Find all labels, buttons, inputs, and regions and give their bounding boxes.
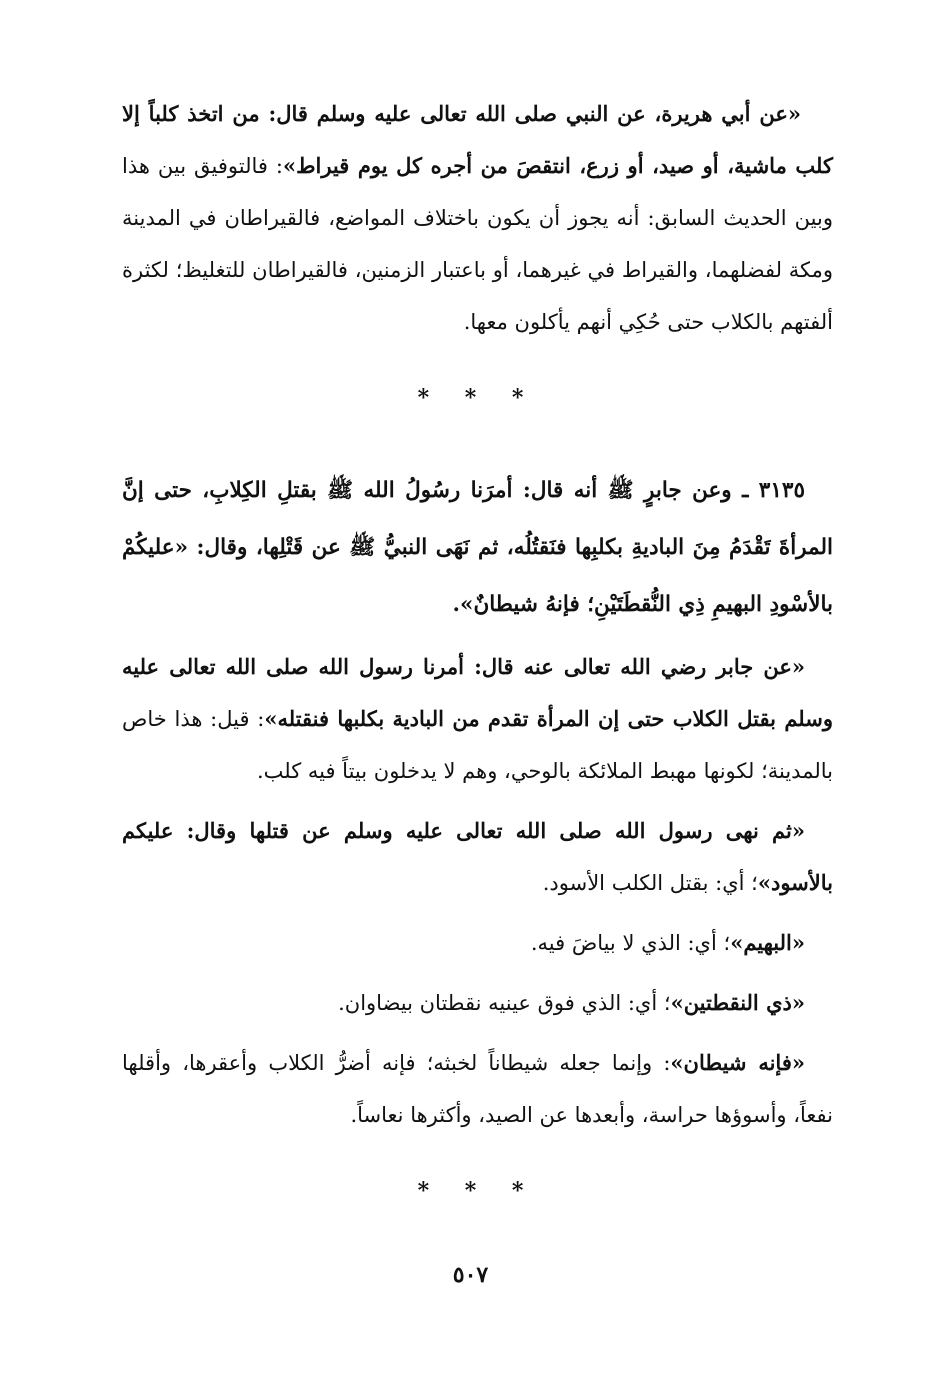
commentary-text: ؛ أي: الذي فوق عينيه نقطتان بيضاوان. (338, 991, 671, 1015)
commentary-text: ؛ أي: الذي لا بياضَ فيه. (530, 931, 731, 955)
quoted-term-bold: «ذي النقطتين» (670, 990, 805, 1015)
commentary-text: : وإنما جعله شيطاناً لخبثه؛ فإنه أضرُّ الكلاب وأعقرها، وأقلها نفعاً، وأسوؤها حراسة، وأبعدها عن الصيد، وأكثرها نعاساً. (122, 1051, 833, 1127)
commentary-text: : قيل: هذا خاص بالمدينة؛ لكونها مهبط الملائكة بالوحي، وهم لا يدخلون بيتاً فيه كلب. (122, 707, 833, 783)
commentary-paragraph-1 (122, 88, 833, 348)
commentary-paragraph-4 (122, 805, 833, 909)
commentary-paragraph-5 (122, 917, 833, 969)
quoted-term-bold: «فإنه شيطان» (670, 1050, 805, 1075)
section-separator: * * * (417, 1178, 538, 1204)
quoted-hadith-bold: «ثم نهى رسول الله صلى الله تعالى عليه وسلم عن قتلها وقال: عليكم بالأسود» (122, 818, 833, 895)
page-number: ٥٠٧ (452, 1262, 489, 1288)
commentary-paragraph-7 (122, 1037, 833, 1141)
hadith-3135: ٣١٣٥ ـ وعن جابرٍ ﷺ أنه قال: أمرَنا رسُولُ الله ﷺ بقتلِ الكِلابِ، حتى إنَّ المرأةَ تَقْدَمُ مِنَ الباديةِ بكلبِها فنَقتُلُه، ثم نَهَى النبيُّ ﷺ عن قَتْلِها، وقال: «عليكُمْ بالأسْودِ البهيمِ ذِي النُّقطَتَيْنِ؛ فإنهُ شيطانٌ». (122, 478, 833, 617)
commentary-text: : فالتوفيق بين هذا وبين الحديث السابق: أنه يجوز أن يكون باختلاف المواضع، فالقيراطان في المدينة ومكة لفضلهما، والقيراط في غيرهما، أو باعتبار الزمنين، فالقيراطان للتغليظ؛ لكثرة ألفتهم بالكلاب حتى حُكِي أنهم يأكلون معها. (122, 154, 833, 334)
page-body (122, 88, 833, 1217)
quoted-hadith-bold: «عن جابر رضي الله تعالى عنه قال: أمرنا رسول الله صلى الله تعالى عليه وسلم بقتل الكلاب حتى إن المرأة تقدم من البادية بكلبها فنقتله» (122, 654, 834, 731)
quoted-hadith-bold: «عن أبي هريرة، عن النبي صلى الله تعالى عليه وسلم قال: من اتخذ كلباً إلا كلب ماشية، أو صيد، أو زرع، انتقصَ من أجره كل يوم قيراط» (122, 101, 833, 178)
commentary-paragraph-6 (122, 977, 833, 1029)
section-separator: * * * (417, 385, 538, 411)
quoted-term-bold: «البهيم» (730, 930, 805, 955)
commentary-text: ؛ أي: بقتل الكلب الأسود. (542, 871, 758, 895)
commentary-paragraph-3 (122, 641, 833, 797)
